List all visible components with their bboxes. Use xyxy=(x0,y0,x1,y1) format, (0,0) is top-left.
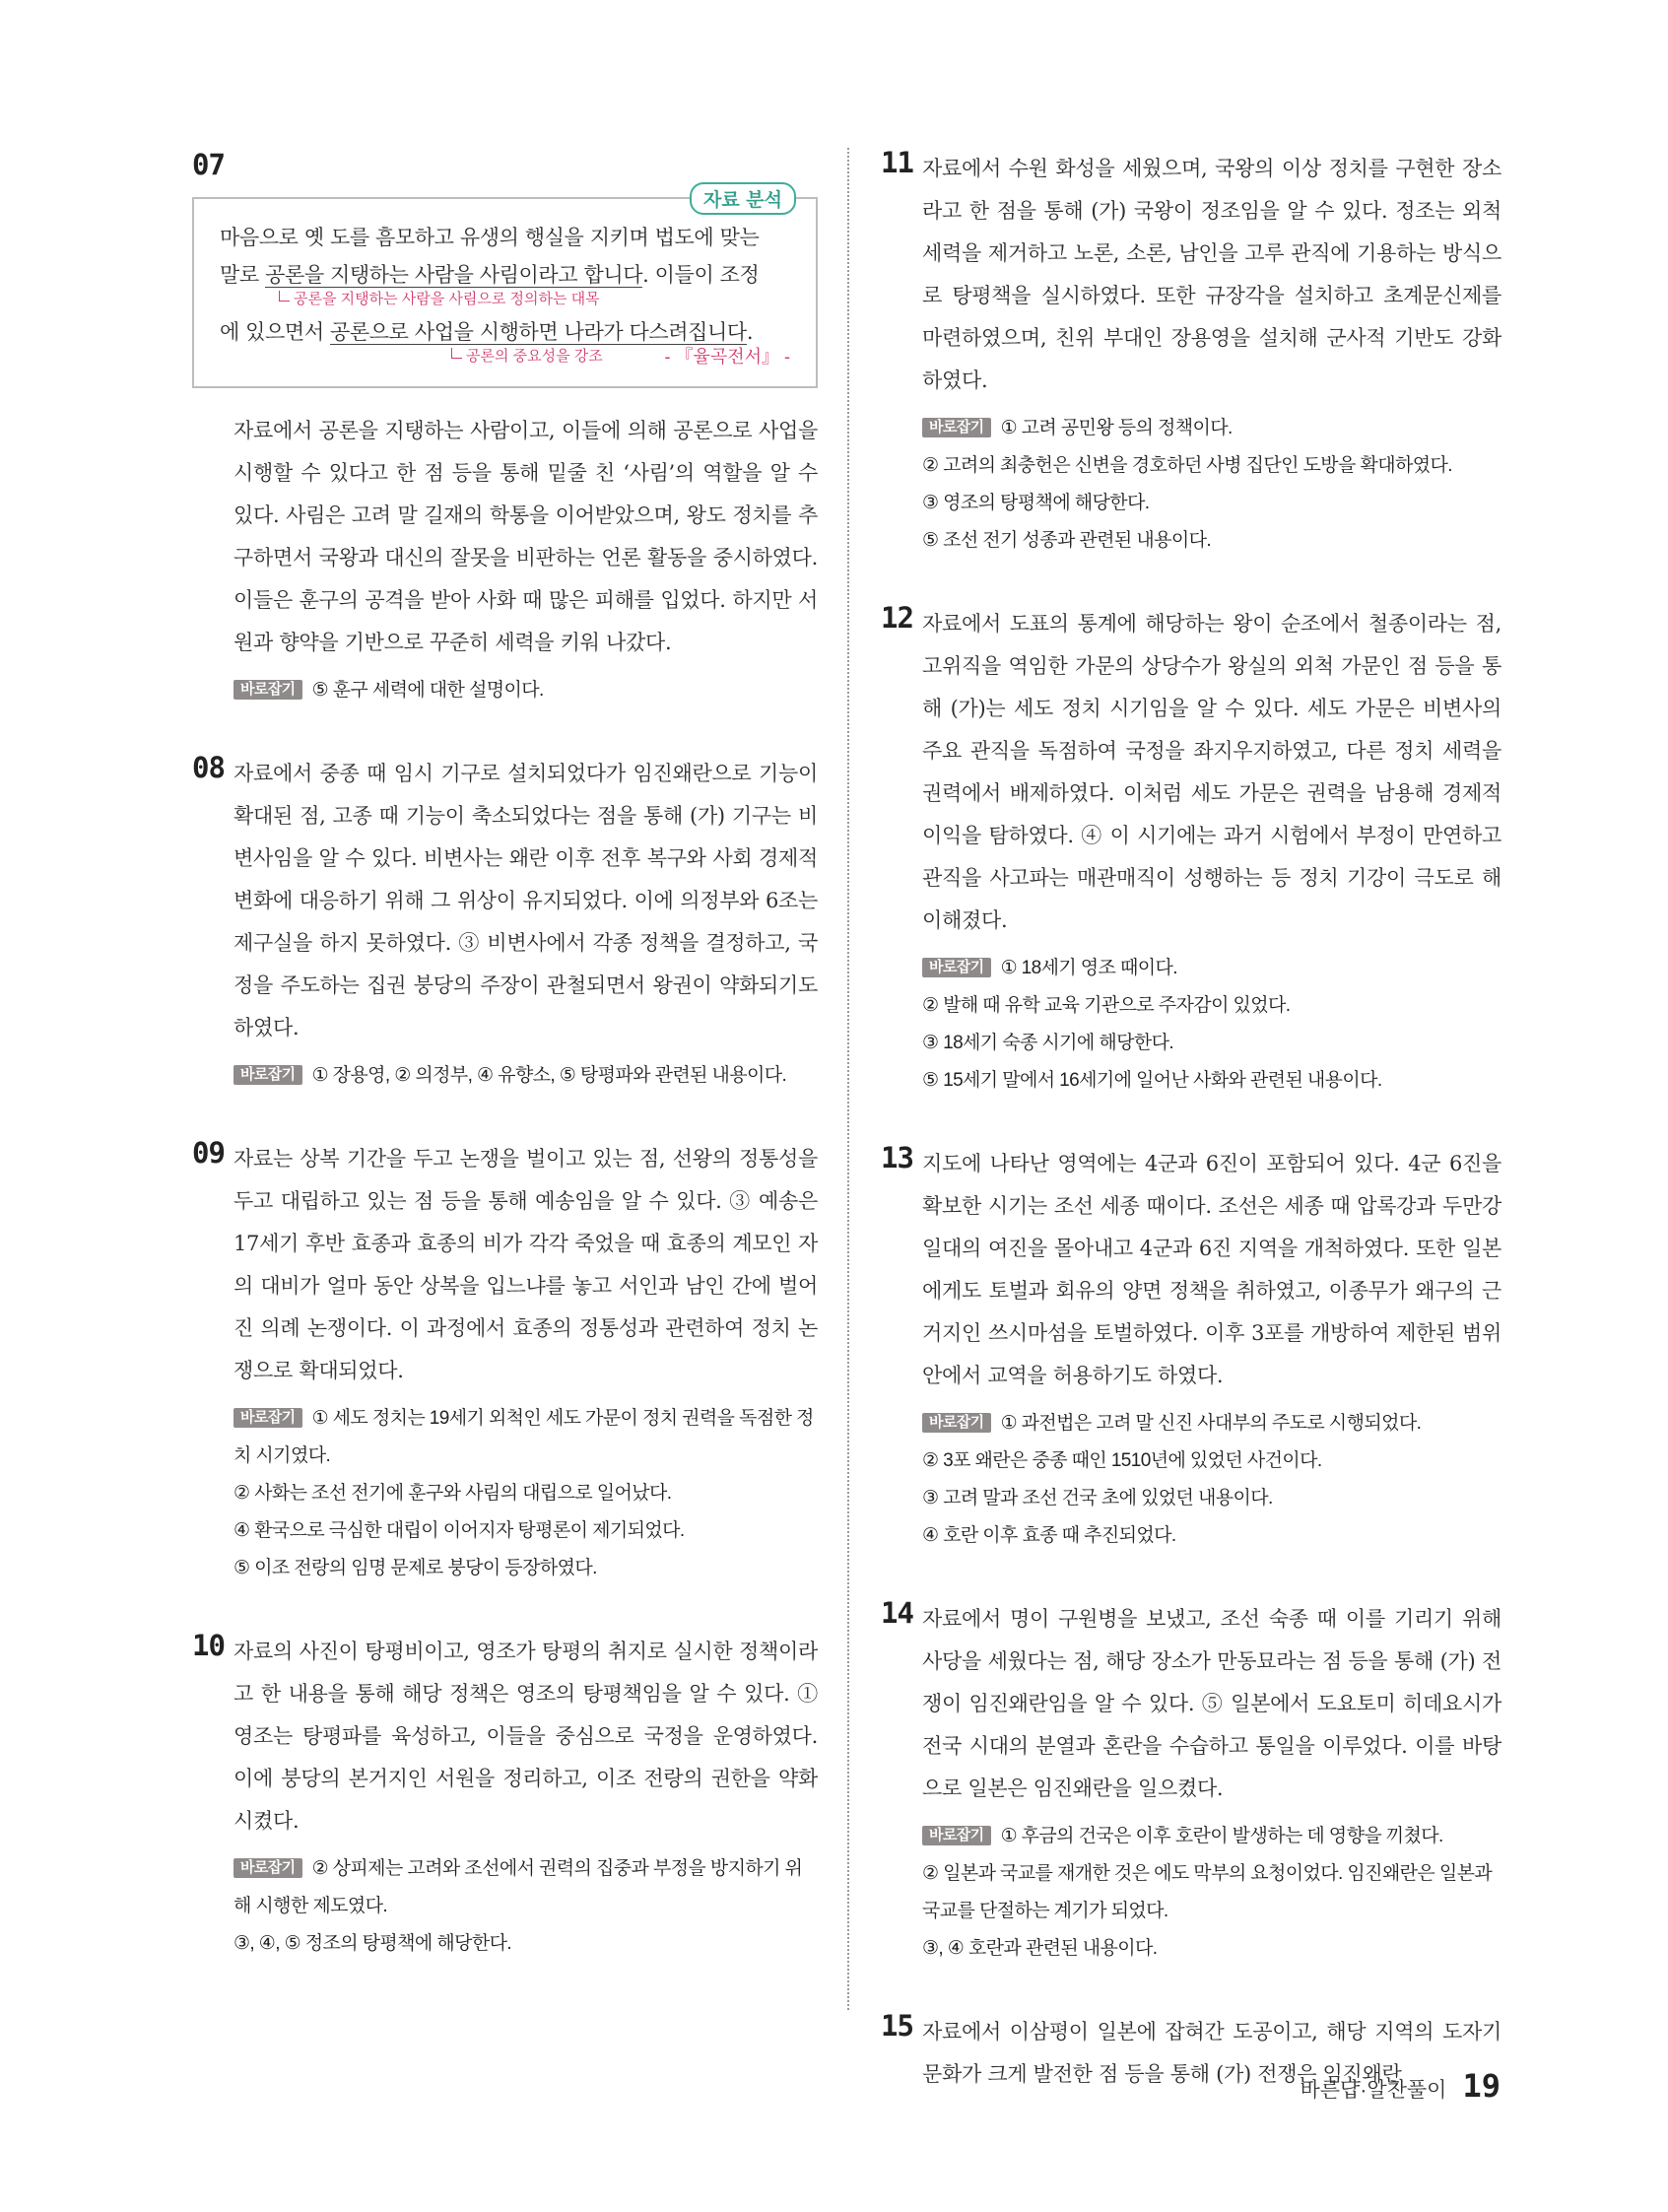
explanation: 자료에서 도표의 통계에 해당하는 왕이 순조에서 철종이라는 점, 고위직을 역임한 가문의 상당수가 왕실의 외척 가문인 점 등을 통해 (가)는 세도 정치 시기임을 알 수 있다. 세도 가문은 비변사의 주요 관직을 독점하여 국정을 좌지우지하였고, 다른 정치 세력을 권력에서 배제하였다. 이처럼 세도 가문은 권력을 남용해 경제적 이익을 탐하였다. ④ 이 시기에는 과거 시험에서 부정이 만연하고 관직을 사고파는 매관매직이 성행하는 등 정치 기강이 극도로 해이해졌다. xyxy=(922,612,1501,932)
source-text: . xyxy=(746,320,754,344)
question-08 xyxy=(192,753,818,1095)
correction-note xyxy=(234,1057,818,1095)
correction-note: ⑤ 조선 전기 성종과 관련된 내용이다. xyxy=(922,530,1212,551)
correction-note: ③, ④, ⑤ 정조의 탕평책에 해당한다. xyxy=(234,1933,512,1954)
column-divider xyxy=(847,148,849,2010)
question-13 xyxy=(881,1143,1501,1555)
explanation: 자료에서 공론을 지탱하는 사람이고, 이들에 의해 공론으로 사업을 시행할 수 있다고 한 점 등을 통해 밑줄 친 ‘사림’의 역할을 알 수 있다. 사림은 고려 말 길재의 학통을 이어받았으며, 왕도 정치를 추구하면서 국왕과 대신의 잘못을 비판하는 언론 활동을 중시하였다. 이들은 훈구의 공격을 받아 사화 때 많은 피해를 입었다. 하지만 서원과 향약을 기반으로 꾸준히 세력을 키워 나갔다. xyxy=(234,419,818,654)
question-number: 15 xyxy=(881,2009,913,2043)
explanation: 자료에서 이삼평이 일본에 잡혀간 도공이고, 해당 지역의 도자기 문화가 크게 발전한 점 등을 통해 (가) 전쟁은 임진왜란 xyxy=(922,2020,1501,2086)
correction-note: ② 고려의 최충헌은 신변을 경호하던 사병 집단인 도방을 확대하였다. xyxy=(922,455,1452,476)
question-11 xyxy=(881,148,1501,560)
explanation: 자료에서 중종 때 임시 기구로 설치되었다가 임진왜란으로 기능이 확대된 점, 고종 때 기능이 축소되었다는 점을 통해 (가) 기구는 비변사임을 알 수 있다. 비변사는 왜란 이후 전후 복구와 사회 경제적 변화에 대응하기 위해 그 위상이 유지되었다. 이에 의정부와 6조는 제구실을 하지 못하였다. ③ 비변사에서 각종 정책을 결정하고, 국정을 주도하는 집권 붕당의 주장이 관철되면서 왕권이 약화되기도 하였다. xyxy=(234,762,818,1039)
explanation: 자료의 사진이 탕평비이고, 영조가 탕평의 취지로 실시한 정책이라고 한 내용을 통해 해당 정책은 영조의 탕평책임을 알 수 있다. ① 영조는 탕평파를 육성하고, 이들을 중심으로 국정을 운영하였다. 이에 붕당의 본거지인 서원을 정리하고, 이조 전랑의 권한을 약화시켰다. xyxy=(234,1640,818,1833)
note-text: ⑤ 훈구 세력에 대한 설명이다. xyxy=(311,680,544,701)
annotation-hook-icon xyxy=(451,348,462,359)
correction-note: ② 사화는 조선 전기에 훈구와 사림의 대립으로 일어났다. xyxy=(234,1483,672,1504)
correction-note xyxy=(922,410,1501,447)
correction-notes xyxy=(922,1818,1501,1968)
source-line xyxy=(220,256,790,294)
question-12 xyxy=(881,603,1501,1100)
correction-tag: 바로잡기 xyxy=(234,680,302,700)
source-box xyxy=(192,189,818,388)
correction-note xyxy=(234,1400,818,1475)
correction-notes xyxy=(234,1850,818,1963)
page-footer xyxy=(1300,2067,1501,2105)
correction-notes xyxy=(922,950,1501,1100)
note-text: ① 고려 공민왕 등의 정책이다. xyxy=(1000,418,1233,438)
correction-note: ② 일본과 국교를 재개한 것은 에도 막부의 요청이었다. 임진왜란은 일본과 국교를 단절하는 계기가 되었다. xyxy=(922,1863,1493,1921)
note-text: ① 세도 정치는 19세기 외척인 세도 가문이 정치 권력을 독점한 정치 시기였다. xyxy=(234,1408,814,1466)
correction-note: ③, ④ 호란과 관련된 내용이다. xyxy=(922,1938,1158,1959)
correction-tag: 바로잡기 xyxy=(922,418,991,437)
correction-tag: 바로잡기 xyxy=(234,1858,302,1878)
correction-note: ③ 고려 말과 조선 건국 초에 있었던 내용이다. xyxy=(922,1488,1273,1508)
underlined-phrase: 공론을 지탱하는 사람을 사림이라고 합니다 xyxy=(265,263,643,287)
correction-notes xyxy=(234,1057,818,1095)
correction-note: ④ 호란 이후 효종 때 추진되었다. xyxy=(922,1525,1176,1546)
correction-tag: 바로잡기 xyxy=(234,1065,302,1085)
question-number: 08 xyxy=(192,751,225,784)
source-analysis-badge: 자료 분석 xyxy=(690,182,796,215)
correction-note: ③ 18세기 숙종 시기에 해당한다. xyxy=(922,1033,1174,1053)
correction-note xyxy=(234,672,818,709)
annotation-hook-icon xyxy=(279,291,290,302)
annotation-text: 공론의 중요성을 강조 xyxy=(466,348,603,365)
explanation: 지도에 나타난 영역에는 4군과 6진이 포함되어 있다. 4군 6진을 확보한 시기는 조선 세종 때이다. 조선은 세종 때 압록강과 두만강 일대의 여진을 몰아내고 4군과 6진 지역을 개척하였다. 또한 일본에게도 토벌과 회유의 양면 정책을 취하였고, 이종무가 왜구의 근거지인 쓰시마섬을 토벌하였다. 이후 3포를 개방하여 제한된 범위 안에서 교역을 허용하기도 하였다. xyxy=(922,1152,1501,1387)
correction-tag: 바로잡기 xyxy=(922,1826,991,1845)
underlined-phrase: 공론으로 사업을 시행하면 나라가 다스려집니다 xyxy=(329,320,747,344)
correction-note xyxy=(234,1850,818,1925)
question-number: 11 xyxy=(881,146,913,179)
question-number: 10 xyxy=(192,1629,225,1662)
correction-tag: 바로잡기 xyxy=(234,1408,302,1428)
question-10 xyxy=(192,1631,818,1963)
explanation: 자료에서 수원 화성을 세웠으며, 국왕의 이상 정치를 구현한 장소라고 한 점을 통해 (가) 국왕이 정조임을 알 수 있다. 정조는 외척 세력을 제거하고 노론, 소론, 남인을 고루 관직에 기용하는 방식으로 탕평책을 실시하였다. 또한 규장각을 설치하고 초계문신제를 마련하였으며, 친위 부대인 장용영을 설치해 군사적 기반도 강화하였다. xyxy=(922,157,1501,392)
correction-note: ② 발해 때 유학 교육 기관으로 주자감이 있었다. xyxy=(922,995,1291,1016)
note-text: ① 과전법은 고려 말 신진 사대부의 주도로 시행되었다. xyxy=(1000,1413,1422,1434)
book-title: 바른답·알찬풀이 xyxy=(1300,2079,1447,2102)
question-07 xyxy=(192,148,818,709)
correction-note xyxy=(922,1405,1501,1442)
correction-note xyxy=(922,950,1501,987)
question-number: 12 xyxy=(881,601,913,635)
source-line: 마음으로 옛 도를 흠모하고 유생의 행실을 지키며 법도에 맞는 xyxy=(220,226,760,249)
correction-tag: 바로잡기 xyxy=(922,1413,991,1433)
correction-note: ② 3포 왜란은 중종 때인 1510년에 있었던 사건이다. xyxy=(922,1450,1322,1471)
annotation-text: 공론을 지탱하는 사람을 사림으로 정의하는 대목 xyxy=(294,291,600,307)
question-number: 07 xyxy=(192,148,225,181)
correction-note: ③ 영조의 탕평책에 해당한다. xyxy=(922,493,1150,513)
source-text: 에 있으면서 xyxy=(220,320,330,344)
source-line xyxy=(220,313,790,351)
correction-note xyxy=(922,1818,1501,1855)
correction-notes xyxy=(922,1405,1501,1555)
question-number: 14 xyxy=(881,1596,913,1630)
correction-tag: 바로잡기 xyxy=(922,958,991,977)
left-column xyxy=(192,148,818,2006)
explanation: 자료는 상복 기간을 두고 논쟁을 벌이고 있는 점, 선왕의 정통성을 두고 대립하고 있는 점 등을 통해 예송임을 알 수 있다. ③ 예송은 17세기 후반 효종과 효종의 비가 각각 죽었을 때 효종의 계모인 자의 대비가 얼마 동안 상복을 입느냐를 놓고 서인과 남인 간에 벌어진 의례 논쟁이다. 이 과정에서 효종의 정통성과 관련하여 정치 논쟁으로 확대되었다. xyxy=(234,1147,818,1382)
correction-note: ⑤ 이조 전랑의 임명 문제로 붕당이 등장하였다. xyxy=(234,1558,597,1578)
note-text: ② 상피제는 고려와 조선에서 권력의 집중과 부정을 방지하기 위해 시행한 제도였다. xyxy=(234,1858,803,1916)
question-14 xyxy=(881,1598,1501,1968)
citation: - 『율곡전서』 - xyxy=(664,347,790,367)
page-number: 19 xyxy=(1462,2067,1501,2105)
right-column xyxy=(881,148,1501,2139)
explanation: 자료에서 명이 구원병을 보냈고, 조선 숙종 때 이를 기리기 위해 사당을 세웠다는 점, 해당 장소가 만동묘라는 점 등을 통해 (가) 전쟁이 임진왜란임을 알 수 있다. ⑤ 일본에서 도요토미 히데요시가 전국 시대의 분열과 혼란을 수습하고 통일을 이루었다. 이를 바탕으로 일본은 임진왜란을 일으켰다. xyxy=(922,1607,1501,1800)
question-09 xyxy=(192,1138,818,1587)
source-text: 말로 xyxy=(220,263,266,287)
correction-notes xyxy=(192,672,818,709)
source-text: . 이들이 조정 xyxy=(642,263,760,287)
question-number: 09 xyxy=(192,1136,225,1170)
correction-notes xyxy=(234,1400,818,1587)
note-text: ① 후금의 건국은 이후 호란이 발생하는 데 영향을 끼쳤다. xyxy=(1000,1826,1443,1846)
note-text: ① 장용영, ② 의정부, ④ 유향소, ⑤ 탕평파와 관련된 내용이다. xyxy=(311,1065,787,1086)
correction-note: ④ 환국으로 극심한 대립이 이어지자 탕평론이 제기되었다. xyxy=(234,1520,685,1541)
correction-notes xyxy=(922,410,1501,560)
correction-note: ⑤ 15세기 말에서 16세기에 일어난 사화와 관련된 내용이다. xyxy=(922,1070,1382,1091)
question-number: 13 xyxy=(881,1141,913,1174)
note-text: ① 18세기 영조 때이다. xyxy=(1000,958,1177,978)
